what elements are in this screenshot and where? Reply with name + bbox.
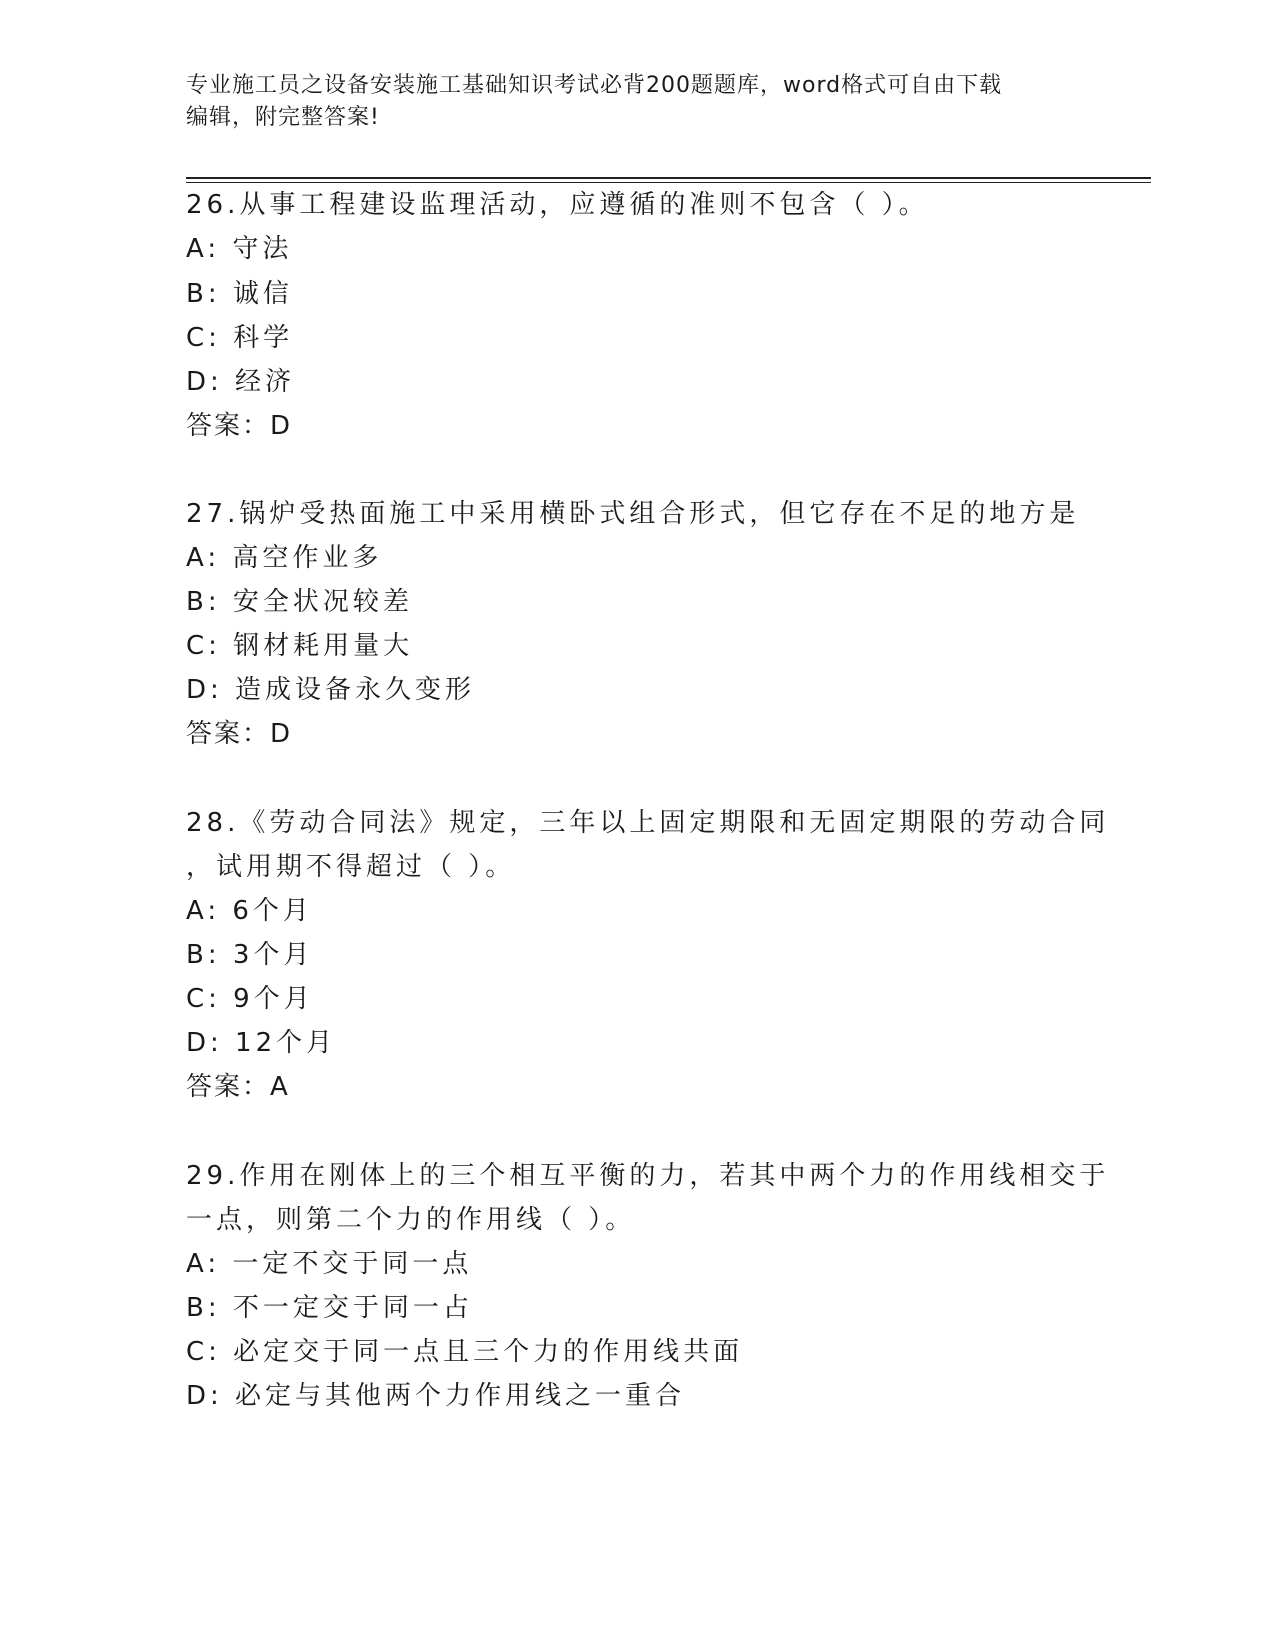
question-27-option-a: A: 高空作业多 — [186, 543, 383, 573]
question-26-answer: 答案：D — [186, 411, 293, 441]
question-28-answer: 答案：A — [186, 1072, 290, 1102]
question-29-stem-line1: 29.作用在刚体上的三个相互平衡的力，若其中两个力的作用线相交于 — [186, 1161, 1110, 1191]
question-26-option-c: C: 科学 — [186, 323, 294, 353]
question-29-option-b: B: 不一定交于同一占 — [186, 1293, 473, 1323]
question-29-option-c: C: 必定交于同一点且三个力的作用线共面 — [186, 1337, 744, 1367]
question-26-stem: 26.从事工程建设监理活动，应遵循的准则不包含（ ）。 — [186, 190, 929, 220]
question-29-option-d: D: 必定与其他两个力作用线之一重合 — [186, 1381, 686, 1411]
question-28-option-d: D: 12个月 — [186, 1028, 337, 1058]
question-27-option-b: B: 安全状况较差 — [186, 587, 413, 617]
question-27-stem: 27.锅炉受热面施工中采用横卧式组合形式，但它存在不足的地方是 — [186, 499, 1080, 529]
question-27-option-c: C: 钢材耗用量大 — [186, 631, 414, 661]
question-28-option-a: A: 6个月 — [186, 896, 313, 926]
question-29-stem-line2: 一点，则第二个力的作用线（ ）。 — [186, 1205, 636, 1235]
question-28-option-c: C: 9个月 — [186, 984, 314, 1014]
header-title-line1: 专业施工员之设备安装施工基础知识考试必背200题题库，word格式可自由下载 — [186, 73, 1003, 98]
question-27-option-d: D: 造成设备永久变形 — [186, 675, 476, 705]
question-28-option-b: B: 3个月 — [186, 940, 314, 970]
question-28-stem-line2: ，试用期不得超过（ ）。 — [186, 852, 516, 882]
header-divider-thin — [186, 182, 1151, 183]
question-29-option-a: A: 一定不交于同一点 — [186, 1249, 473, 1279]
header-title-line2: 编辑，附完整答案! — [186, 105, 380, 130]
question-26-option-d: D: 经济 — [186, 367, 296, 397]
question-26-option-b: B: 诚信 — [186, 279, 293, 309]
question-28-stem-line1: 28.《劳动合同法》规定，三年以上固定期限和无固定期限的劳动合同 — [186, 808, 1110, 838]
header-divider-thick — [186, 177, 1151, 179]
question-27-answer: 答案：D — [186, 719, 293, 749]
document-header — [186, 70, 1086, 134]
question-26-option-a: A: 守法 — [186, 234, 293, 264]
